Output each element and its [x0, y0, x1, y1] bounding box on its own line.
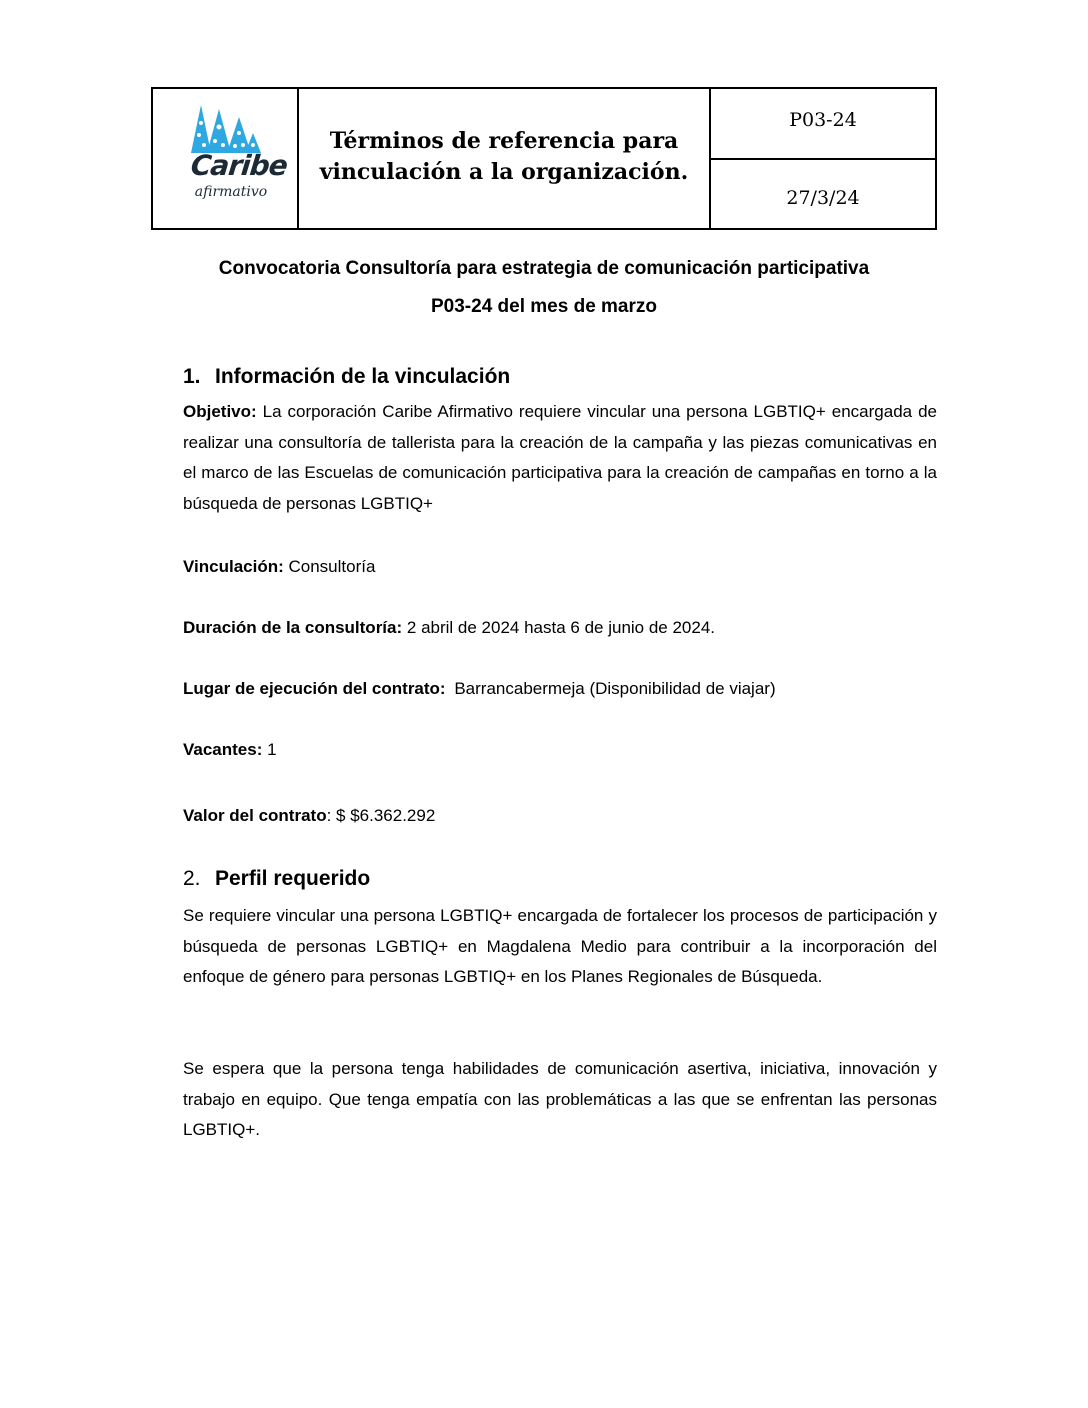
field-label: Vinculación: — [183, 557, 284, 576]
field-vacantes — [183, 739, 277, 761]
call-title-line2: P03-24 del mes de marzo — [431, 296, 657, 317]
field-value: Consultoría — [288, 557, 376, 576]
logo-cell — [153, 89, 299, 228]
section-2-title: Perfil requerido — [215, 867, 371, 890]
section-1-heading — [183, 365, 510, 389]
date-cell — [711, 158, 935, 228]
document-title-line2: vinculación a la organización. — [319, 158, 689, 185]
field-label: Duración de la consultoría: — [183, 618, 403, 637]
document-title — [320, 126, 689, 188]
field-lugar — [183, 678, 776, 700]
section-1-title: Información de la vinculación — [215, 365, 511, 388]
section-2-number: 2. — [183, 867, 201, 890]
title-cell — [299, 89, 711, 228]
field-value: Barrancabermeja (Disponibilidad de viajar) — [454, 679, 776, 698]
code-cell — [711, 89, 935, 160]
field-value: : $ $6.362.292 — [326, 806, 436, 825]
objetivo-paragraph — [183, 397, 937, 519]
field-label: Lugar de ejecución del contrato: — [183, 679, 446, 698]
logo-subword: afirmativo — [194, 184, 268, 200]
section-2-heading — [183, 867, 370, 891]
call-title-line1: Convocatoria Consultoría para estrategia de comunicación participativa — [218, 258, 870, 279]
meta-cell — [711, 89, 935, 228]
document-title-line1: Términos de referencia para — [329, 127, 679, 154]
objetivo-text: La corporación Caribe Afirmativo requiere vincular una persona LGBTIQ+ encargada de realizar una consultoría de tallerista para la creación de la campaña y las piezas comunicativas en el marco de las Escuelas de comunicación participativa para la creación de campañas en torno a la búsqueda de personas LGBTIQ+ — [183, 402, 937, 513]
field-vinculacion — [183, 556, 375, 578]
perfil-paragraph-1: Se requiere vincular una persona LGBTIQ+ encargada de fortalecer los procesos de participación y búsqueda de personas LGBTIQ+ en Magdalena Medio para contribuir a la incorporación del enfoque de género para personas LGBTIQ+ en los Planes Regionales de Búsqueda. — [183, 906, 937, 986]
field-duracion — [183, 617, 715, 639]
triangle-waves-logo-icon — [187, 103, 267, 155]
field-label: Vacantes: — [183, 740, 263, 759]
field-value: 1 — [267, 740, 277, 759]
header-table — [151, 87, 937, 230]
field-valor — [183, 805, 435, 827]
objetivo-label: Objetivo: — [183, 402, 257, 421]
field-value: 2 abril de 2024 hasta 6 de junio de 2024. — [406, 618, 716, 637]
field-label: Valor del contrato — [183, 806, 327, 825]
section-1-number: 1. — [183, 365, 201, 388]
logo-wordmark: Caribe — [189, 149, 289, 182]
perfil-paragraph-2: Se espera que la persona tenga habilidades de comunicación asertiva, iniciativa, innovación y trabajo en equipo. Que tenga empatía con las problemáticas a las que se enfrentan las personas LGBTIQ+. — [183, 1059, 937, 1139]
document-date: 27/3/24 — [786, 187, 860, 209]
call-title — [151, 250, 937, 326]
document-code: P03-24 — [789, 108, 857, 131]
